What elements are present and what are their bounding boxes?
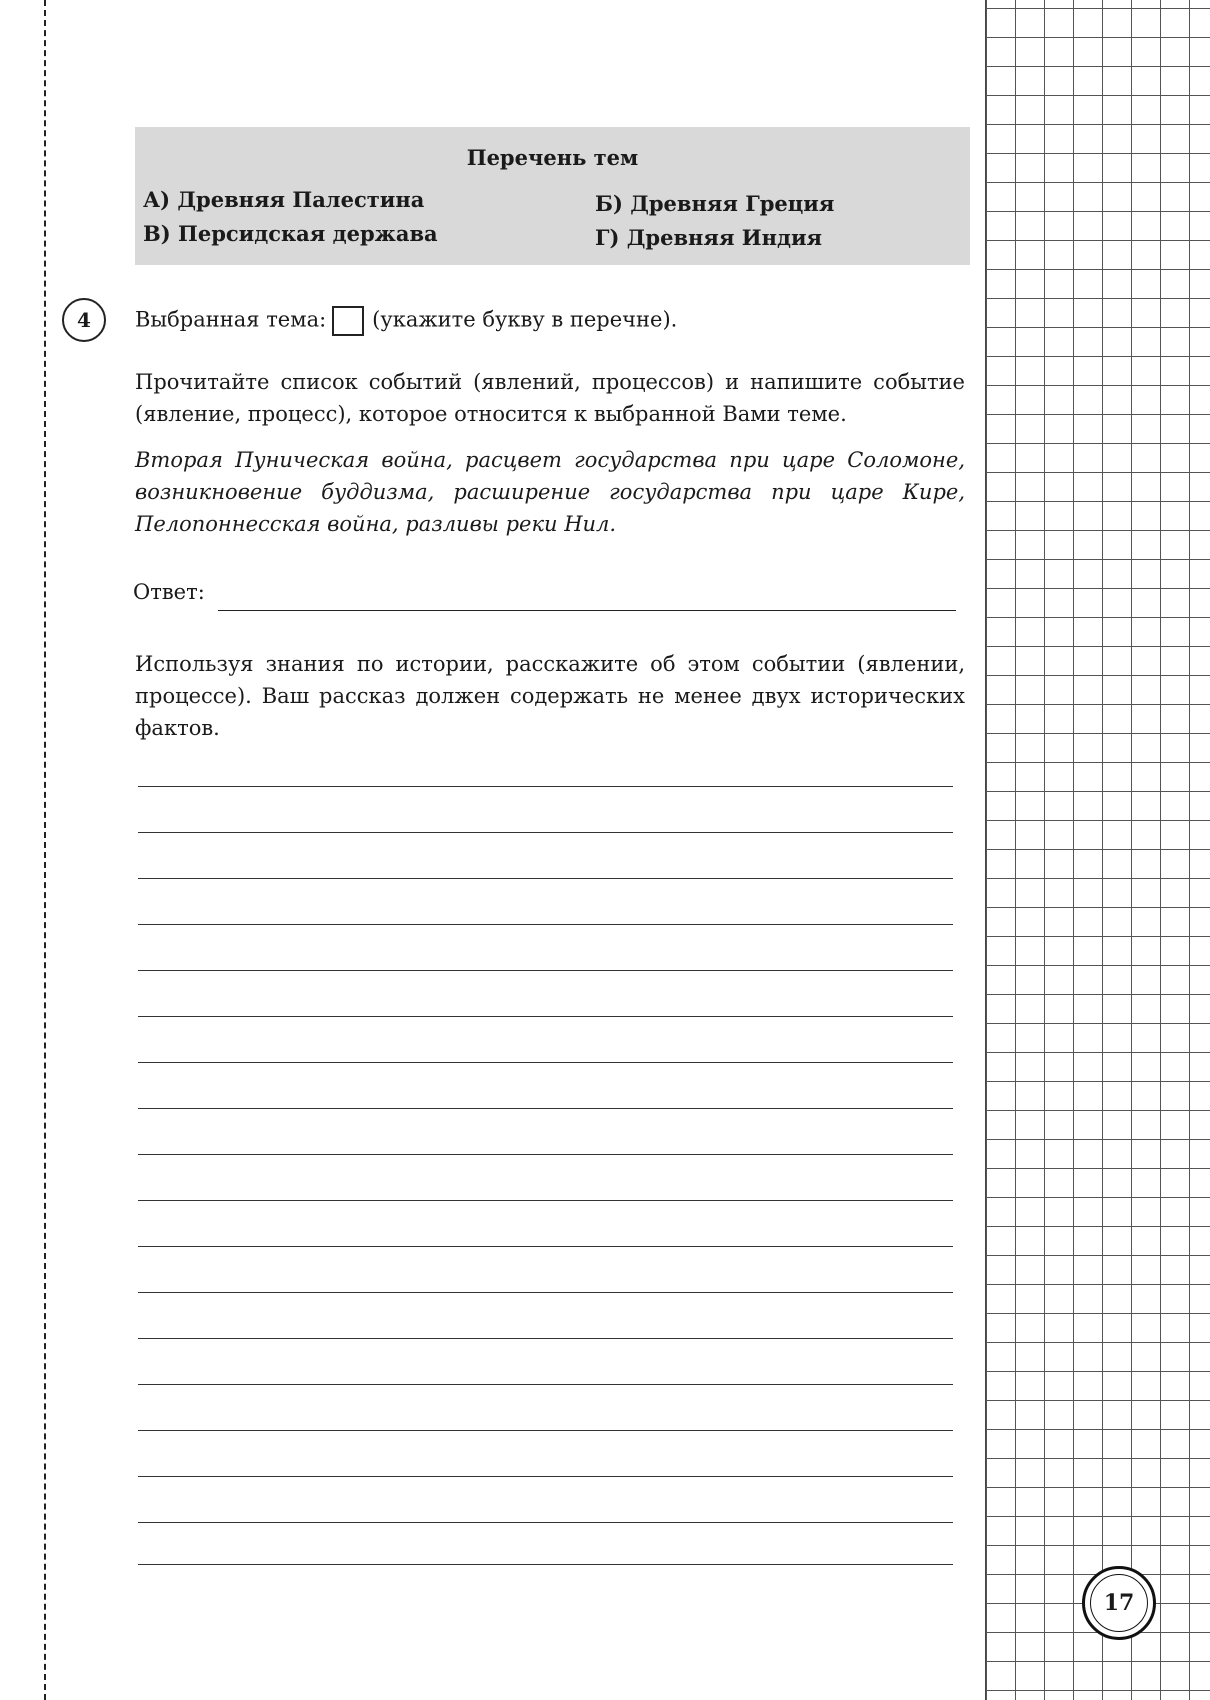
writing-line[interactable] <box>138 1384 953 1385</box>
writing-line[interactable] <box>138 1062 953 1063</box>
topics-list <box>135 127 970 265</box>
topic-letter-box[interactable] <box>332 306 364 336</box>
writing-line[interactable] <box>138 924 953 925</box>
writing-line[interactable] <box>138 1292 953 1293</box>
writing-line[interactable] <box>138 1154 953 1155</box>
writing-line[interactable] <box>138 786 953 787</box>
chosen-topic-label: Выбранная тема: <box>135 307 327 332</box>
topics-title: Перечень тем <box>466 145 639 170</box>
writing-line[interactable] <box>138 878 953 879</box>
writing-line[interactable] <box>138 1108 953 1109</box>
topic-g: Г) Древняя Индия <box>595 225 823 250</box>
answer-line[interactable] <box>218 610 956 611</box>
writing-line[interactable] <box>138 1430 953 1431</box>
writing-line[interactable] <box>138 970 953 971</box>
writing-line[interactable] <box>138 832 953 833</box>
writing-line[interactable] <box>138 1200 953 1201</box>
writing-line[interactable] <box>138 1476 953 1477</box>
topic-a: А) Древняя Палестина <box>143 187 425 212</box>
topic-v: В) Персидская держава <box>143 221 438 246</box>
page-number-badge <box>1082 1566 1156 1640</box>
writing-line[interactable] <box>138 1522 953 1523</box>
chosen-topic-hint: (укажите букву в перечне). <box>372 307 678 332</box>
answer-label: Ответ: <box>133 580 205 604</box>
writing-line[interactable] <box>138 1338 953 1339</box>
page-number: 17 <box>1090 1574 1148 1632</box>
task-number: 4 <box>62 298 106 342</box>
topic-b: Б) Древняя Греция <box>595 191 835 216</box>
writing-line[interactable] <box>138 1246 953 1247</box>
events-list: Вторая Пуническая война, расцвет государства при царе Соломоне, возникновение буддизма, расширение государства при царе Кире, Пелопоннесская война, разливы реки Нил. <box>135 448 965 536</box>
story-instruction: Используя знания по истории, расскажите об этом событии (явлении, процессе). Ваш рассказ должен содержать не менее двух исторических фактов. <box>135 652 965 740</box>
writing-line[interactable] <box>138 1016 953 1017</box>
chosen-topic-row <box>135 306 677 336</box>
task-instruction: Прочитайте список событий (явлений, процессов) и напишите событие (явление, процесс), которое относится к выбранной Вами теме. <box>135 370 965 426</box>
draft-grid <box>985 0 1210 1700</box>
writing-line[interactable] <box>138 1564 953 1565</box>
cut-line <box>44 0 46 1700</box>
